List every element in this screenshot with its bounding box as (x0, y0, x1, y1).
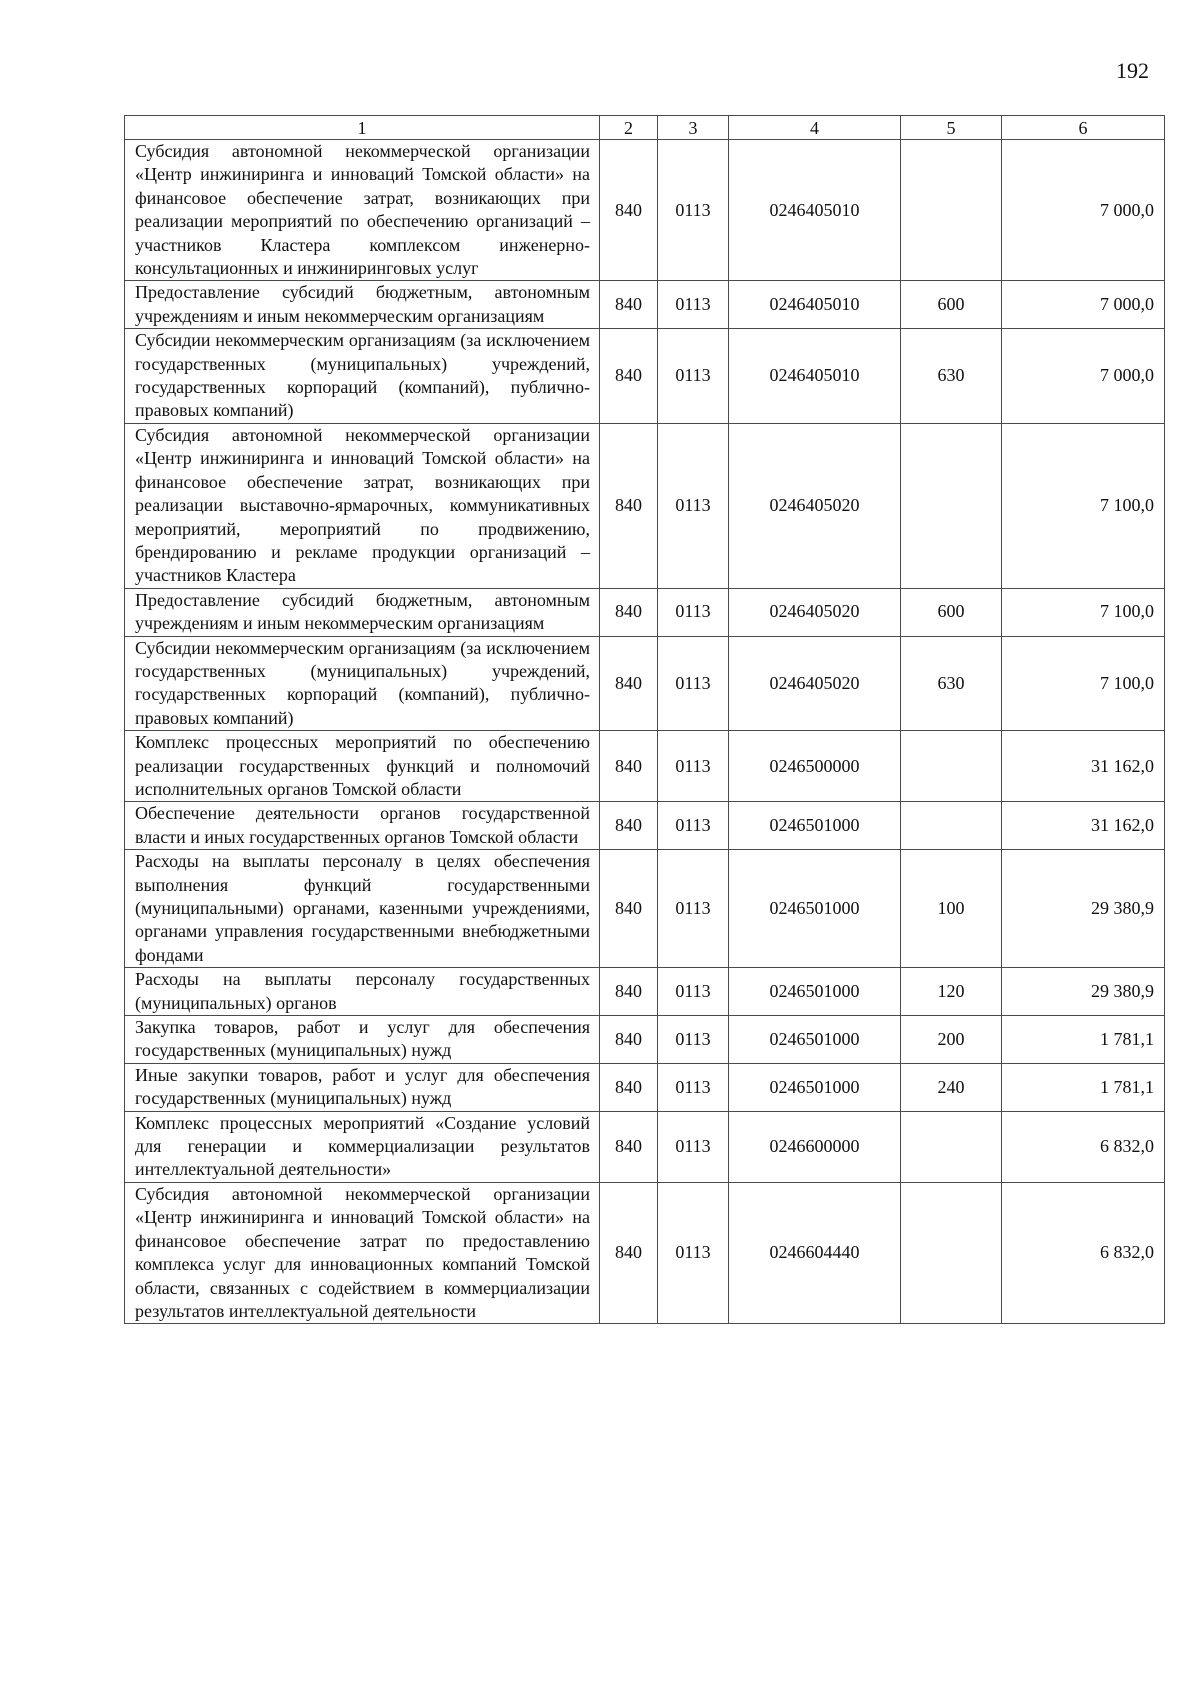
table-row (125, 588, 1165, 636)
row-sum: 6 832,0 (1002, 1182, 1165, 1323)
row-gr: 840 (600, 140, 658, 281)
header-col-6: 6 (1002, 116, 1165, 140)
table-row (125, 968, 1165, 1016)
row-gr: 840 (600, 731, 658, 802)
row-name: Комплекс процессных мероприятий «Создание условий для генерации и коммерциализации результатов интеллектуальной деятельности» (125, 1111, 600, 1182)
page-number: 192 (1116, 58, 1149, 83)
row-rz: 0113 (658, 850, 729, 968)
row-gr: 840 (600, 1063, 658, 1111)
row-rz: 0113 (658, 1182, 729, 1323)
row-rz: 0113 (658, 588, 729, 636)
row-name: Иные закупки товаров, работ и услуг для обеспечения государственных (муниципальных) нужд (125, 1063, 600, 1111)
row-csr: 0246501000 (729, 1016, 901, 1064)
row-name: Комплекс процессных мероприятий по обеспечению реализации государственных функций и полномочий исполнительных органов Томской области (125, 731, 600, 802)
header-col-2: 2 (600, 116, 658, 140)
row-sum: 7 000,0 (1002, 281, 1165, 329)
row-gr: 840 (600, 423, 658, 588)
row-gr: 840 (600, 968, 658, 1016)
row-name: Обеспечение деятельности органов государственной власти и иных государственных органов Томской области (125, 802, 600, 850)
row-name: Субсидия автономной некоммерческой организации «Центр инжиниринга и инноваций Томской области» на финансовое обеспечение затрат, возникающих при реализации мероприятий по обеспечению организаций – участников Кластера комплексом инженерно-консультационных и инжиниринговых услуг (125, 140, 600, 281)
row-name: Предоставление субсидий бюджетным, автономным учреждениям и иным некоммерческим организациям (125, 588, 600, 636)
row-vr (901, 423, 1002, 588)
row-sum: 7 000,0 (1002, 140, 1165, 281)
row-vr (901, 802, 1002, 850)
row-name: Субсидия автономной некоммерческой организации «Центр инжиниринга и инноваций Томской области» на финансовое обеспечение затрат по предоставлению комплекса услуг для инновационных компаний Томской области, связанных с содействием в коммерциализации результатов интеллектуальной деятельности (125, 1182, 600, 1323)
row-gr: 840 (600, 329, 658, 424)
row-csr: 0246501000 (729, 802, 901, 850)
row-name: Расходы на выплаты персоналу в целях обеспечения выполнения функций государственными (муниципальными) органами, казенными учреждениями, органами управления государственными внебюджетными фондами (125, 850, 600, 968)
row-rz: 0113 (658, 731, 729, 802)
table-row (125, 329, 1165, 424)
row-csr: 0246501000 (729, 850, 901, 968)
row-vr: 200 (901, 1016, 1002, 1064)
row-csr: 0246405010 (729, 140, 901, 281)
row-sum: 31 162,0 (1002, 802, 1165, 850)
row-rz: 0113 (658, 281, 729, 329)
row-name: Субсидия автономной некоммерческой организации «Центр инжиниринга и инноваций Томской области» на финансовое обеспечение затрат, возникающих при реализации выставочно-ярмарочных, коммуникативных мероприятий, мероприятий по продвижению, брендированию и рекламе продукции организаций – участников Кластера (125, 423, 600, 588)
row-gr: 840 (600, 281, 658, 329)
row-sum: 1 781,1 (1002, 1016, 1165, 1064)
row-name: Предоставление субсидий бюджетным, автономным учреждениям и иным некоммерческим организациям (125, 281, 600, 329)
header-col-4: 4 (729, 116, 901, 140)
row-rz: 0113 (658, 1016, 729, 1064)
row-rz: 0113 (658, 1063, 729, 1111)
row-csr: 0246501000 (729, 968, 901, 1016)
row-sum: 6 832,0 (1002, 1111, 1165, 1182)
row-sum: 29 380,9 (1002, 850, 1165, 968)
table-row (125, 1016, 1165, 1064)
row-rz: 0113 (658, 140, 729, 281)
row-sum: 7 000,0 (1002, 329, 1165, 424)
table-row (125, 636, 1165, 731)
row-gr: 840 (600, 636, 658, 731)
row-vr: 240 (901, 1063, 1002, 1111)
row-csr: 0246600000 (729, 1111, 901, 1182)
row-csr: 0246405020 (729, 588, 901, 636)
row-name: Субсидии некоммерческим организациям (за исключением государственных (муниципальных) учреждений, государственных корпораций (компаний), публично-правовых компаний) (125, 636, 600, 731)
row-sum: 7 100,0 (1002, 423, 1165, 588)
row-gr: 840 (600, 850, 658, 968)
row-gr: 840 (600, 1111, 658, 1182)
row-gr: 840 (600, 802, 658, 850)
row-name: Закупка товаров, работ и услуг для обеспечения государственных (муниципальных) нужд (125, 1016, 600, 1064)
row-csr: 0246501000 (729, 1063, 901, 1111)
row-vr (901, 1182, 1002, 1323)
row-name: Расходы на выплаты персоналу государственных (муниципальных) органов (125, 968, 600, 1016)
header-col-5: 5 (901, 116, 1002, 140)
row-vr: 600 (901, 588, 1002, 636)
row-rz: 0113 (658, 968, 729, 1016)
row-sum: 29 380,9 (1002, 968, 1165, 1016)
row-vr: 120 (901, 968, 1002, 1016)
row-rz: 0113 (658, 329, 729, 424)
row-rz: 0113 (658, 1111, 729, 1182)
row-rz: 0113 (658, 423, 729, 588)
table-row (125, 1111, 1165, 1182)
row-vr (901, 140, 1002, 281)
row-name: Субсидии некоммерческим организациям (за исключением государственных (муниципальных) учреждений, государственных корпораций (компаний), публично-правовых компаний) (125, 329, 600, 424)
table-row (125, 1063, 1165, 1111)
row-csr: 0246405010 (729, 329, 901, 424)
row-vr: 600 (901, 281, 1002, 329)
header-col-1: 1 (125, 116, 600, 140)
row-sum: 1 781,1 (1002, 1063, 1165, 1111)
row-gr: 840 (600, 1182, 658, 1323)
table-row (125, 802, 1165, 850)
row-csr: 0246604440 (729, 1182, 901, 1323)
row-vr (901, 731, 1002, 802)
row-csr: 0246500000 (729, 731, 901, 802)
table-row (125, 1182, 1165, 1323)
header-col-3: 3 (658, 116, 729, 140)
table-row (125, 731, 1165, 802)
row-rz: 0113 (658, 636, 729, 731)
row-sum: 7 100,0 (1002, 636, 1165, 731)
table-row (125, 281, 1165, 329)
table-row (125, 423, 1165, 588)
row-csr: 0246405020 (729, 423, 901, 588)
table-row (125, 850, 1165, 968)
row-sum: 7 100,0 (1002, 588, 1165, 636)
row-rz: 0113 (658, 802, 729, 850)
row-csr: 0246405010 (729, 281, 901, 329)
row-vr: 100 (901, 850, 1002, 968)
row-vr: 630 (901, 636, 1002, 731)
row-sum: 31 162,0 (1002, 731, 1165, 802)
header-row (125, 116, 1165, 140)
row-gr: 840 (600, 588, 658, 636)
budget-table (124, 115, 1165, 1324)
row-vr (901, 1111, 1002, 1182)
table-row (125, 140, 1165, 281)
row-csr: 0246405020 (729, 636, 901, 731)
row-vr: 630 (901, 329, 1002, 424)
row-gr: 840 (600, 1016, 658, 1064)
